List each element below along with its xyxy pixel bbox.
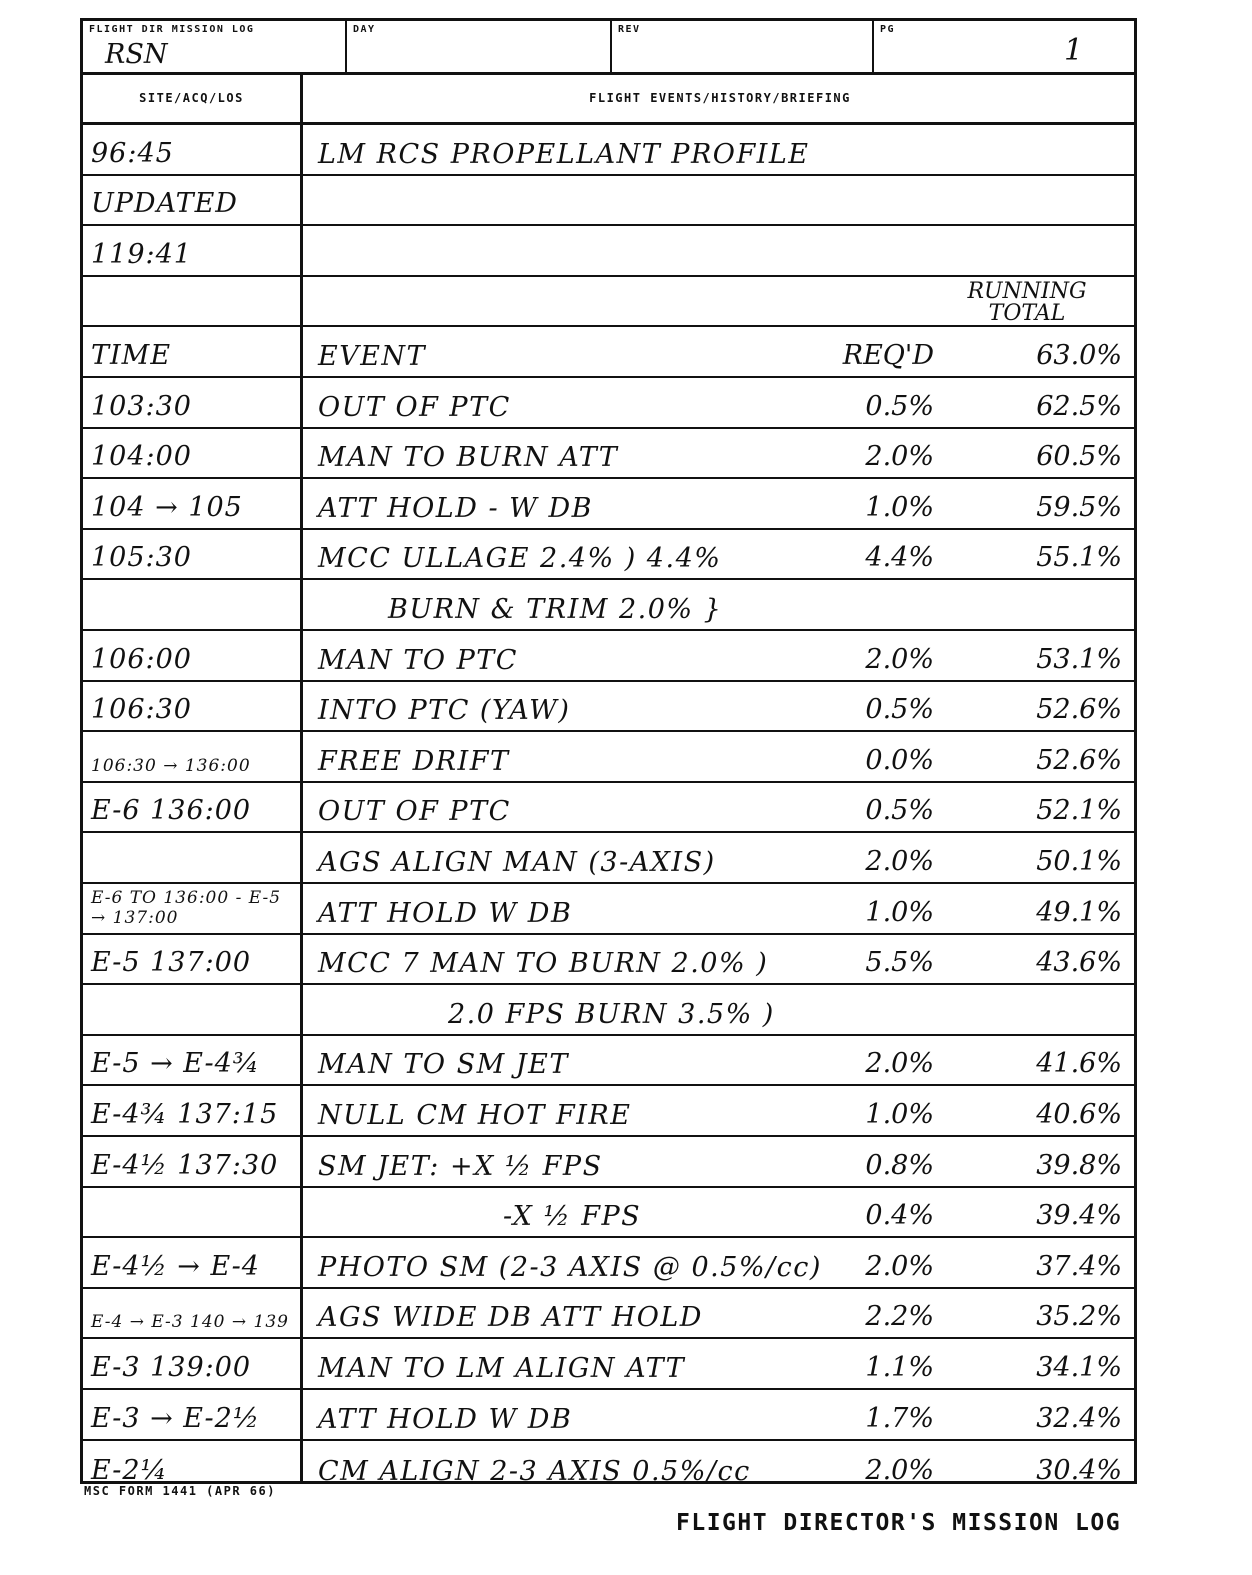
log-row — [83, 884, 1134, 935]
row-time: E-4¾ 137:15 — [91, 1098, 279, 1130]
log-row — [83, 1188, 1134, 1239]
row-time: E-6 136:00 — [91, 795, 252, 827]
row-running-total: 60.5% — [1036, 441, 1122, 473]
row-required: REQ'D — [842, 339, 934, 371]
log-row — [83, 1036, 1134, 1087]
row-running-total: 63.0% — [1036, 339, 1122, 371]
row-running-total: 35.2% — [1036, 1301, 1122, 1333]
row-event: BURN & TRIM 2.0% } — [388, 593, 723, 625]
form-number: MSC FORM 1441 (APR 66) — [84, 1484, 276, 1498]
row-running-total: 52.6% — [1036, 694, 1122, 726]
row-time: 104 → 105 — [91, 491, 243, 523]
log-row — [83, 985, 1134, 1036]
rev-label: REV — [618, 24, 641, 35]
row-time: E-4½ 137:30 — [91, 1149, 279, 1181]
row-time: 96:45 — [91, 137, 174, 169]
row-required: 0.8% — [865, 1149, 934, 1181]
row-running-total: 30.4% — [1036, 1455, 1122, 1487]
row-required: 1.0% — [865, 896, 934, 928]
row-required: 2.0% — [865, 1250, 934, 1282]
row-time: TIME — [91, 339, 172, 371]
row-event: NULL CM HOT FIRE — [318, 1099, 632, 1131]
mission-log-value: RSN — [105, 39, 168, 70]
row-running-total: 43.6% — [1036, 947, 1122, 979]
row-event: ATT HOLD - W DB — [318, 492, 593, 524]
events-column-heading: FLIGHT EVENTS/HISTORY/BRIEFING — [589, 91, 851, 105]
row-required: 0.5% — [865, 390, 934, 422]
row-time: 119:41 — [91, 238, 192, 270]
row-time: E-6 TO 136:00 - E-5 → 137:00 — [91, 887, 282, 928]
row-event: MAN TO PTC — [318, 644, 518, 676]
row-required: 1.0% — [865, 491, 934, 523]
row-running-total: 52.6% — [1036, 744, 1122, 776]
row-running-total: 39.8% — [1036, 1149, 1122, 1181]
row-event: CM ALIGN 2-3 AXIS 0.5%/cc — [318, 1456, 751, 1488]
log-row — [83, 783, 1134, 834]
form-header — [83, 21, 1134, 75]
log-row — [83, 1086, 1134, 1137]
log-row — [83, 682, 1134, 733]
row-running-total: 41.6% — [1036, 1048, 1122, 1080]
row-time: E-3 → E-2½ — [91, 1402, 260, 1434]
form-title: FLIGHT DIRECTOR'S MISSION LOG — [676, 1510, 1122, 1536]
log-row — [83, 1137, 1134, 1188]
log-row — [83, 176, 1134, 227]
day-label: DAY — [353, 24, 376, 35]
row-event: ATT HOLD W DB — [318, 1403, 573, 1435]
row-event: MAN TO LM ALIGN ATT — [318, 1352, 686, 1384]
log-row — [83, 1289, 1134, 1340]
mission-log-form — [80, 18, 1137, 1488]
row-event: MCC ULLAGE 2.4% ) 4.4% — [318, 543, 722, 575]
log-row — [83, 125, 1134, 176]
row-required: 2.0% — [865, 643, 934, 675]
page-label: PG — [880, 24, 896, 35]
page-number: 1 — [1064, 33, 1084, 68]
row-event: ATT HOLD W DB — [318, 897, 573, 929]
row-running-total: 50.1% — [1036, 845, 1122, 877]
row-time: E-5 → E-4¾ — [91, 1048, 260, 1080]
log-row — [83, 226, 1134, 277]
row-required: 5.5% — [865, 947, 934, 979]
log-row — [83, 935, 1134, 986]
log-row — [83, 378, 1134, 429]
row-required: 1.7% — [865, 1402, 934, 1434]
row-running-total: 32.4% — [1036, 1402, 1122, 1434]
row-time: UPDATED — [91, 188, 238, 220]
row-event: SM JET: +X ½ FPS — [318, 1150, 603, 1182]
row-event: OUT OF PTC — [318, 391, 511, 423]
row-time: E-3 139:00 — [91, 1351, 252, 1383]
row-time: 106:30 — [91, 694, 192, 726]
row-time: 103:30 — [91, 390, 192, 422]
day-cell — [347, 21, 612, 72]
site-column-heading: SITE/ACQ/LOS — [139, 91, 244, 105]
row-required: 2.0% — [865, 845, 934, 877]
row-running-total: 34.1% — [1036, 1351, 1122, 1383]
row-running-total: 62.5% — [1036, 390, 1122, 422]
log-row — [83, 732, 1134, 783]
row-event: MAN TO SM JET — [318, 1049, 569, 1081]
row-running-total: 52.1% — [1036, 795, 1122, 827]
log-row — [83, 1238, 1134, 1289]
row-event: AGS ALIGN MAN (3-AXIS) — [318, 846, 716, 878]
row-required: 0.4% — [865, 1200, 934, 1232]
log-row — [83, 580, 1134, 631]
row-event: MCC 7 MAN TO BURN 2.0% ) — [318, 948, 769, 980]
row-running-total: 39.4% — [1036, 1200, 1122, 1232]
row-event: 2.0 FPS BURN 3.5% ) — [448, 998, 775, 1030]
log-row — [83, 429, 1134, 480]
mission-log-label: FLIGHT DIR MISSION LOG — [89, 24, 255, 35]
row-time: E-4½ → E-4 — [91, 1250, 260, 1282]
mission-log-cell — [83, 21, 347, 72]
row-event: MAN TO BURN ATT — [318, 442, 619, 474]
row-required: 1.1% — [865, 1351, 934, 1383]
row-required: 2.0% — [865, 1455, 934, 1487]
row-event: PHOTO SM (2-3 AXIS @ 0.5%/cc) — [318, 1251, 822, 1283]
row-time: 105:30 — [91, 542, 192, 574]
row-required: 2.0% — [865, 1048, 934, 1080]
row-running-total: 59.5% — [1036, 491, 1122, 523]
row-required: 4.4% — [865, 542, 934, 574]
log-row — [83, 530, 1134, 581]
row-running-total: 49.1% — [1036, 896, 1122, 928]
row-time: 106:30 → 136:00 — [91, 755, 251, 776]
row-running-total: 53.1% — [1036, 643, 1122, 675]
row-event: FREE DRIFT — [318, 745, 510, 777]
row-required: 0.5% — [865, 795, 934, 827]
row-time: 106:00 — [91, 643, 192, 675]
row-event: LM RCS PROPELLANT PROFILE — [318, 138, 810, 170]
page-cell — [874, 21, 1134, 72]
row-event: OUT OF PTC — [318, 796, 511, 828]
row-running-total: RUNNING TOTAL — [967, 279, 1087, 327]
row-required: 1.0% — [865, 1098, 934, 1130]
row-required: 2.2% — [865, 1301, 934, 1333]
row-running-total: 37.4% — [1036, 1250, 1122, 1282]
row-time: 104:00 — [91, 441, 192, 473]
log-row — [83, 479, 1134, 530]
row-event: INTO PTC (YAW) — [318, 695, 571, 727]
row-event: -X ½ FPS — [503, 1201, 642, 1233]
row-required: 0.0% — [865, 744, 934, 776]
row-time: E-2¼ — [91, 1455, 168, 1487]
row-running-total: 55.1% — [1036, 542, 1122, 574]
log-row — [83, 1390, 1134, 1441]
row-event: EVENT — [318, 340, 427, 372]
log-row — [83, 1339, 1134, 1390]
log-row — [83, 833, 1134, 884]
log-row — [83, 277, 1134, 328]
row-time: E-5 137:00 — [91, 947, 252, 979]
row-time: E-4 → E-3 140 → 139 — [91, 1312, 289, 1333]
row-required: 0.5% — [865, 694, 934, 726]
log-row — [83, 327, 1134, 378]
log-row — [83, 631, 1134, 682]
column-headings — [83, 75, 1134, 125]
row-required: 2.0% — [865, 441, 934, 473]
row-running-total: 40.6% — [1036, 1098, 1122, 1130]
row-event: AGS WIDE DB ATT HOLD — [318, 1302, 703, 1334]
rev-cell — [612, 21, 874, 72]
